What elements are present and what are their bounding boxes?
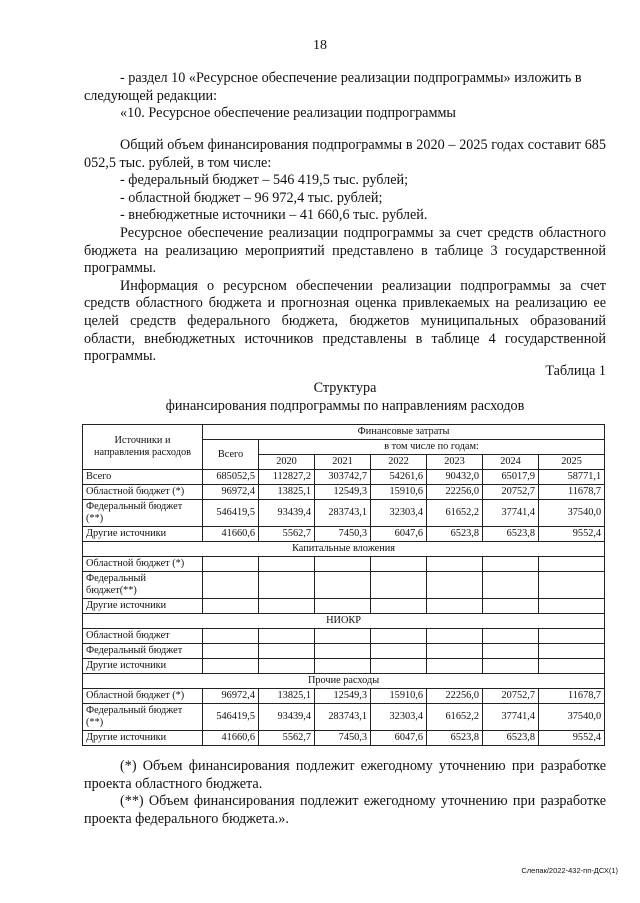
value-cell: 22256,0 [427, 485, 483, 500]
row-label: Другие источники [83, 527, 203, 542]
value-cell: 13825,1 [259, 689, 315, 704]
value-cell: 96972,4 [203, 485, 259, 500]
value-cell: 20752,7 [483, 485, 539, 500]
value-cell: 65017,9 [483, 470, 539, 485]
row-label: Всего [83, 470, 203, 485]
value-cell [203, 572, 259, 599]
value-cell: 37540,0 [539, 704, 605, 731]
value-cell: 283743,1 [315, 704, 371, 731]
value-cell: 15910,6 [371, 689, 427, 704]
row-label: Федеральный бюджет [83, 644, 203, 659]
value-cell: 6523,8 [427, 731, 483, 746]
value-cell [203, 557, 259, 572]
value-cell [371, 659, 427, 674]
table-row [83, 704, 605, 731]
value-cell [315, 659, 371, 674]
paragraph-section-heading: «10. Ресурсное обеспечение реализации подпрограммы [120, 105, 456, 122]
value-cell: 32303,4 [371, 704, 427, 731]
value-cell: 5562,7 [259, 527, 315, 542]
financing-table [82, 424, 605, 746]
value-cell: 6523,8 [427, 527, 483, 542]
value-cell: 5562,7 [259, 731, 315, 746]
section-row [83, 674, 605, 689]
value-cell: 283743,1 [315, 500, 371, 527]
value-cell: 93439,4 [259, 704, 315, 731]
header-year: 2023 [427, 455, 483, 470]
row-label: Федеральный бюджет (**) [83, 500, 203, 527]
table-label: Таблица 1 [545, 363, 606, 379]
value-cell [483, 659, 539, 674]
value-cell: 37741,4 [483, 500, 539, 527]
value-cell [259, 659, 315, 674]
value-cell: 12549,3 [315, 485, 371, 500]
value-cell: 20752,7 [483, 689, 539, 704]
row-label: Другие источники [83, 731, 203, 746]
value-cell: 303742,7 [315, 470, 371, 485]
value-cell [371, 557, 427, 572]
footnote-regional: (*) Объем финансирования подлежит ежегодному уточнению при разработке проекта областного бюджета. [84, 758, 606, 792]
value-cell: 90432,0 [427, 470, 483, 485]
value-cell [427, 557, 483, 572]
table-row [83, 659, 605, 674]
value-cell [315, 629, 371, 644]
row-label: Областной бюджет [83, 629, 203, 644]
value-cell [427, 572, 483, 599]
value-cell: 22256,0 [427, 689, 483, 704]
value-cell: 58771,1 [539, 470, 605, 485]
value-cell: 93439,4 [259, 500, 315, 527]
value-cell: 6523,8 [483, 527, 539, 542]
paragraph-federal: - федеральный бюджет – 546 419,5 тыс. рублей; [120, 172, 409, 189]
value-cell [259, 599, 315, 614]
section-title: Прочие расходы [83, 674, 605, 689]
table-row [83, 500, 605, 527]
value-cell [539, 629, 605, 644]
value-cell [427, 629, 483, 644]
table-title-line2: финансирования подпрограммы по направлениям расходов [165, 397, 525, 414]
table-row [83, 629, 605, 644]
table-header-row-1 [83, 425, 605, 440]
footnote-federal: (**) Объем финансирования подлежит ежегодному уточнению при разработке проекта федерального бюджета.». [84, 793, 606, 827]
page-number: 18 [313, 38, 327, 53]
value-cell [203, 629, 259, 644]
value-cell [483, 629, 539, 644]
value-cell: 13825,1 [259, 485, 315, 500]
table-row [83, 557, 605, 572]
row-label: Другие источники [83, 599, 203, 614]
value-cell [539, 557, 605, 572]
value-cell [371, 572, 427, 599]
section-row [83, 542, 605, 557]
header-year: 2025 [539, 455, 605, 470]
table-row [83, 485, 605, 500]
value-cell [483, 557, 539, 572]
value-cell [371, 599, 427, 614]
footnotes [84, 758, 606, 828]
value-cell [483, 572, 539, 599]
table-row [83, 470, 605, 485]
value-cell [259, 629, 315, 644]
body-block [84, 137, 606, 366]
value-cell: 54261,6 [371, 470, 427, 485]
value-cell [259, 644, 315, 659]
value-cell: 61652,2 [427, 704, 483, 731]
table-row [83, 689, 605, 704]
value-cell [203, 599, 259, 614]
value-cell [483, 644, 539, 659]
value-cell: 61652,2 [427, 500, 483, 527]
header-sources: Источники и направления расходов [83, 425, 203, 470]
table-title-line1: Структура [313, 380, 377, 396]
section-title: НИОКР [83, 614, 605, 629]
table-row [83, 527, 605, 542]
row-label: Областной бюджет (*) [83, 485, 203, 500]
value-cell: 9552,4 [539, 527, 605, 542]
row-label: Областной бюджет (*) [83, 557, 203, 572]
paragraph-table3: Ресурсное обеспечение реализации подпрограммы за счет средств областного бюджета на реализацию мероприятий представлено в таблице 3 государственной программы. [84, 224, 606, 277]
value-cell [259, 572, 315, 599]
table-row [83, 644, 605, 659]
value-cell [259, 557, 315, 572]
value-cell: 546419,5 [203, 500, 259, 527]
header-year: 2021 [315, 455, 371, 470]
value-cell [203, 644, 259, 659]
header-total: Всего [203, 440, 259, 470]
value-cell: 41660,6 [203, 731, 259, 746]
paragraph-table4: Информация о ресурсном обеспечении реализации подпрограммы за счет средств областного бюджета и прогнозная оценка привлекаемых на реализацию ее целей средств федерального бюджета, бюджетов муниципальных образований области, внебюджетных источников представлены в таблице 4 государственной программы. [84, 277, 606, 365]
section-row [83, 614, 605, 629]
paragraph-section-change: - раздел 10 «Ресурсное обеспечение реализации подпрограммы» изложить в следующей редакции: [84, 70, 582, 104]
table-title [84, 380, 606, 415]
row-label: Федеральный бюджет (**) [83, 704, 203, 731]
table-row [83, 731, 605, 746]
document-stamp: Слепак/2022-432-пп-ДСХ(1) [521, 866, 618, 875]
header-by-years: в том числе по годам: [259, 440, 605, 455]
value-cell [483, 599, 539, 614]
value-cell: 32303,4 [371, 500, 427, 527]
value-cell: 37741,4 [483, 704, 539, 731]
value-cell: 9552,4 [539, 731, 605, 746]
value-cell [539, 572, 605, 599]
value-cell: 6523,8 [483, 731, 539, 746]
table-row [83, 572, 605, 599]
value-cell: 112827,2 [259, 470, 315, 485]
row-label: Областной бюджет (*) [83, 689, 203, 704]
value-cell: 7450,3 [315, 731, 371, 746]
value-cell [315, 557, 371, 572]
value-cell [315, 644, 371, 659]
value-cell [371, 629, 427, 644]
value-cell [427, 644, 483, 659]
value-cell [427, 599, 483, 614]
header-year: 2020 [259, 455, 315, 470]
intro-block [84, 70, 606, 123]
value-cell: 546419,5 [203, 704, 259, 731]
value-cell: 37540,0 [539, 500, 605, 527]
row-label: Федеральный бюджет(**) [83, 572, 203, 599]
value-cell: 96972,4 [203, 689, 259, 704]
paragraph-regional: - областной бюджет – 96 972,4 тыс. рублей; [120, 189, 383, 206]
value-cell [539, 659, 605, 674]
value-cell: 11678,7 [539, 485, 605, 500]
value-cell: 6047,6 [371, 731, 427, 746]
value-cell [315, 599, 371, 614]
table-row [83, 599, 605, 614]
value-cell [203, 659, 259, 674]
value-cell: 12549,3 [315, 689, 371, 704]
value-cell: 11678,7 [539, 689, 605, 704]
value-cell [539, 599, 605, 614]
header-year: 2024 [483, 455, 539, 470]
header-fin-costs: Финансовые затраты [203, 425, 605, 440]
value-cell [427, 659, 483, 674]
row-label: Другие источники [83, 659, 203, 674]
value-cell [371, 644, 427, 659]
value-cell: 15910,6 [371, 485, 427, 500]
paragraph-total-volume: Общий объем финансирования подпрограммы в 2020 – 2025 годах составит 685 052,5 тыс. рублей, в том числе: [84, 137, 606, 171]
value-cell [315, 572, 371, 599]
value-cell: 7450,3 [315, 527, 371, 542]
value-cell: 41660,6 [203, 527, 259, 542]
value-cell [539, 644, 605, 659]
header-year: 2022 [371, 455, 427, 470]
paragraph-offbudget: - внебюджетные источники – 41 660,6 тыс. рублей. [120, 207, 428, 224]
section-title: Капитальные вложения [83, 542, 605, 557]
value-cell: 685052,5 [203, 470, 259, 485]
value-cell: 6047,6 [371, 527, 427, 542]
